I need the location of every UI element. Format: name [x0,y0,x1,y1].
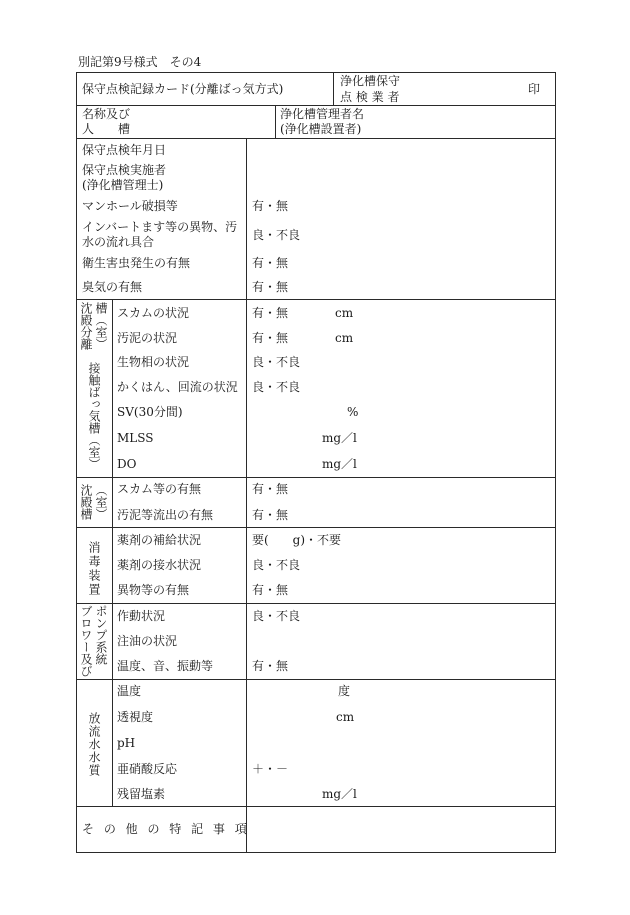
table-border-disinfection [76,603,556,604]
temperature-label: 温度 [117,684,142,698]
chemical-contact-label: 薬剤の接水状況 [117,558,202,572]
manager-label: 浄化槽管理者名 [280,107,365,121]
temp-noise-vibration-label: 温度、音、振動等 [117,659,214,673]
form-title: 保守点検記録カード(分離ばっ気方式) [82,82,284,96]
group-effluent-quality: 放流水水質 [87,712,101,777]
residual-chlorine-label: 残留塩素 [117,787,166,801]
operation-value: 良・不良 [252,609,301,623]
table-border-sedimentation [76,527,556,528]
sludge-label: 汚泥の状況 [117,331,178,345]
facility-name-label: 名称及び [82,107,131,121]
scum-label: スカムの状況 [117,306,190,320]
invert-label: インバートます等の異物、汚 [82,220,238,234]
pests-label: 衛生害虫発生の有無 [82,256,191,270]
temperature-unit: 度 [338,684,351,698]
chemical-supply-value: 要( g)・不要 [252,533,342,547]
residual-chlorine-unit: mg／l [322,787,357,801]
table-border-facility [76,138,556,139]
table-border-general [76,299,556,300]
table-border-top [76,72,556,73]
scum-presence-value: 有・無 [252,482,289,496]
transparency-unit: cm [336,710,355,724]
group-blower-pump: ブロワー及びポンプ系統 [79,605,108,677]
group-disinfection: 消毒装置 [87,541,101,597]
header-divider [333,72,334,105]
facility-divider [275,105,276,138]
table-border-left [76,72,77,853]
do-label: DO [117,457,137,471]
manhole-value: 有・無 [252,199,289,213]
transparency-label: 透視度 [117,710,154,724]
foreign-matter-label: 異物等の有無 [117,583,190,597]
biota-value: 良・不良 [252,355,301,369]
nitrite-value: ＋・－ [252,762,289,776]
table-border-blower [76,679,556,680]
table-border-aeration [76,477,556,478]
mlss-label: MLSS [117,431,154,445]
label-value-divider [246,138,247,852]
sludge-value: 有・無 [252,331,289,345]
seal-mark: 印 [528,82,541,96]
group-contact-aeration-tank: 接触ばっ気槽（室） [87,362,101,470]
sludge-unit: cm [335,331,354,345]
sludge-outflow-value: 有・無 [252,508,289,522]
chemical-supply-label: 薬剤の補給状況 [117,533,202,547]
odor-label: 臭気の有無 [82,280,143,294]
table-border-right [555,72,556,853]
temp-noise-vibration-value: 有・無 [252,659,289,673]
form-number: 別記第9号様式 その4 [78,55,202,69]
group-sedimentation-tank: 沈殿槽（室） [79,484,108,520]
inspection-date-label: 保守点検年月日 [82,143,167,157]
pests-value: 有・無 [252,256,289,270]
sv30-label: SV(30分間) [117,405,183,419]
inspector-label: 保守点検実施者 [82,163,167,177]
group-separation-tank: 沈殿分離槽（室） [79,302,108,350]
facility-name-label-2: 人 槽 [82,122,131,136]
odor-value: 有・無 [252,280,289,294]
table-border-effluent [76,806,556,807]
inspector-label-2: (浄化槽管理士) [82,178,164,192]
scum-unit: cm [335,306,354,320]
sludge-outflow-label: 汚泥等流出の有無 [117,508,214,522]
scum-value: 有・無 [252,306,289,320]
sv30-unit: % [347,405,359,419]
ph-label: pH [117,736,136,750]
contractor-label: 浄化槽保守 [340,74,401,88]
table-border-bottom [76,852,556,853]
contractor-label-2: 点 検 業 者 [340,90,400,104]
table-border-header [76,105,556,106]
invert-label-2: 水の流れ具合 [82,235,155,249]
circulation-label: かくはん、回流の状況 [117,380,238,394]
group-column-divider [112,299,113,806]
do-unit: mg／l [322,457,357,471]
operation-label: 作動状況 [117,609,166,623]
remarks-label: そ の 他 の 特 記 事 項 [82,822,250,836]
foreign-matter-value: 有・無 [252,583,289,597]
chemical-contact-value: 良・不良 [252,558,301,572]
scum-presence-label: スカム等の有無 [117,482,202,496]
nitrite-label: 亜硝酸反応 [117,762,178,776]
circulation-value: 良・不良 [252,380,301,394]
lubrication-label: 注油の状況 [117,634,178,648]
mlss-unit: mg／l [322,431,357,445]
biota-label: 生物相の状況 [117,355,190,369]
manager-label-2: (浄化槽設置者) [280,122,362,136]
manhole-label: マンホール破損等 [82,199,178,213]
invert-value: 良・不良 [252,228,301,242]
